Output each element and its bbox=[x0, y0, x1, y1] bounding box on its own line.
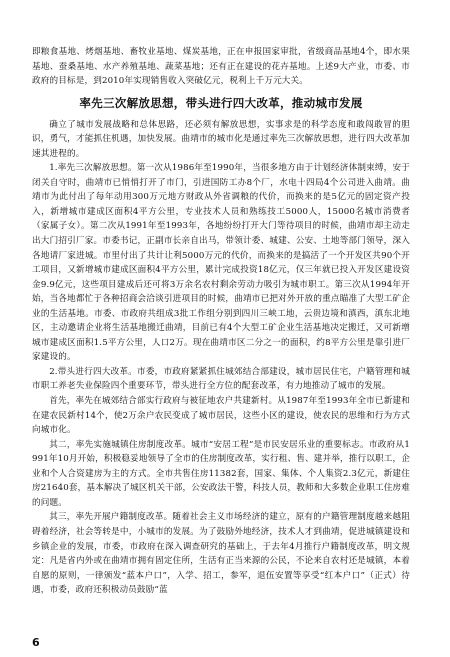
body-paragraph: 首先，率先在城郊结合部实行政府与被征地农户共建新村。从1987年至1993年全市已新建和在建农民新村14个，使2万余户农民变成了城市居民，这些小区的建设，使农民的思维和行为方式向城市化。 bbox=[32, 396, 410, 436]
page-number: 6 bbox=[32, 636, 40, 649]
body-paragraph: 1.率先三次解放思想。第一次从1986年至1990年，当很多地方由于计划经济体制束缚，安于闭关自守时，曲靖市已悄悄打开了市门，引进国防工办8个厂，水电十四局4个公司进入曲靖。曲靖市为此付出了每年动用300万元地方财政从外省调粮的代价，而换来的是5亿元的固定资产投入，新增城市建成区面积4平方公里，专业技术人员和熟练技工5000人，15000名城市消费者（家属子女）。第二次从1991年至1993年，各地纷纷打开大门等待项目的时候，曲靖市却主动走出大门招引厂家。市委书记，正副市长亲自出马，带领计委、城建、公安、土地等部门领导，深入各地请厂家进城。市里付出了共计让利5000万元的代价，而换来的是搞活了一个开发区共90个开工项目，又新增城市建成区面积4平方公里，累计完成投资18亿元，仅三年就已投入开发区建设资金9.9亿元，这些项目建成后还可将3万余名农村剩余劳动力吸引为城市职工。第三次从1994年开始，当各地都忙于各种招商会洽谈引进项目的时候，曲靖市已把对外开放的重点瞄准了大型工矿企业的生活基地。市委、市政府共组成3批工作组分别到四川三峡工地，云贵边境和滇西，滇东北地区，主动邀请企业将生活基地搬迁曲靖，目前已有4个大型工矿企业生活基地决定搬迁，又可新增城市建成区面积1.5平方公里，人口2万。现在曲靖市区二分之一的面积，约8平方公里是靠引进厂家建设的。 bbox=[32, 163, 410, 363]
body-paragraph: 其三，率先开展户籍制度改革。随着社会主义市场经济的建立，原有的户籍管理制度越来越阻碍着经济，社会等转是中，小城市的发展。为了鼓励外地经济，技术人才到曲靖，促进城镇建设和乡镇企业的发展，市委，市政府在深入调查研究的基础上，于去年4月推行户籍制度改革，明文规定：凡是省内外或在曲靖市拥有固定住所，生活有正当来源的公民，不论来自农村还是城镇，本着自愿的原则，一律颁发“蓝本户口”，入学、招工，参军，退伍安置等享受“红本户口”（正式）待遇，市委，政府还积极动员鼓励“蓝 bbox=[32, 512, 410, 596]
intro-paragraph: 即粮食基地、烤烟基地、畜牧业基地、煤炭基地，正在申报国家审批，省级商品基地4个，即水果基地、蚕桑基地、水产养殖基地、蔬菜基地；还有正在建设的花卉基地。上述9大产业，市委、市政府的目标是，到2010年实现销售收入突破亿元，税利上千万元大关。 bbox=[32, 47, 410, 87]
section-title: 率先三次解放思想，带头进行四大改革，推动城市发展 bbox=[79, 95, 363, 110]
body-paragraph: 2.带头进行四大改革。市委，市政府紧紧抓住城郊结合部建设，城市居民住宅，户籍管理和城市职工养老失业保险四个重要环节，带头进行全方位的配套改革，有力地推动了城市的发展。 bbox=[32, 366, 410, 392]
body-paragraph: 其二，率先实施城镇住房制度改革。城市“安居工程”是市民安居乐业的重要标志。市政府从1991年10月开始，积极稳妥地领导了全市的住房制度改革，实行租、售、建并举，推行以职工，企业和个人合资建房为主的方式。全市共售住房11382套，国家、集体、个人集资2.3亿元，新建住房21640套，基本解决了城区机关干部，公安政法干警，科技人员，教师和大多数企业职工住房难的问题。 bbox=[32, 439, 410, 508]
document-page bbox=[32, 45, 410, 598]
body-paragraph: 确立了城市发展战略和总体思路，还必须有解放思想，实事求是的科学态度和敢闯敢冒的胆识，勇气，才能抓住机遇，加快发展。曲靖市的城市化是通过率先三次解放思想，进行四大改革加速其进程的。 bbox=[32, 119, 410, 159]
